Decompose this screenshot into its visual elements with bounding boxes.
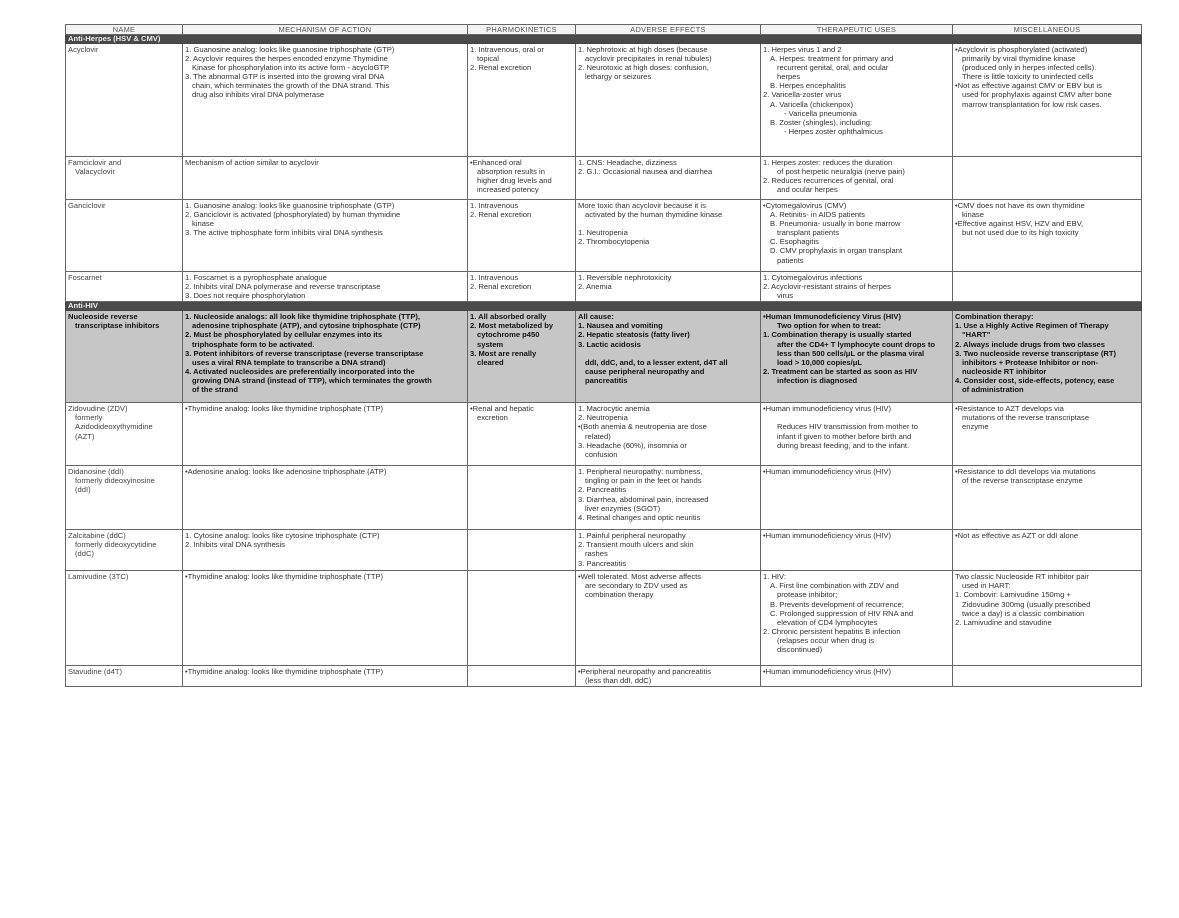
cell-text-line: •Human Immunodeficiency Virus (HIV) xyxy=(763,312,901,322)
table-row xyxy=(66,666,1142,687)
table-row xyxy=(66,44,1142,157)
cell-text-line: •Enhanced oral xyxy=(470,158,522,167)
cell-text-line: (relapses occur when drug is xyxy=(777,635,875,645)
adverse-effects-cell xyxy=(576,666,761,687)
cell-text-line: 2. Always include drugs from two classes xyxy=(955,339,1105,349)
cell-text-line: related) xyxy=(585,431,611,441)
drug-name-cell xyxy=(66,530,183,571)
cell-text-line: uses a viral RNA template to transcribe a DNA strand) xyxy=(192,357,386,367)
cell-text-line: •(Both anemia & neutropenia are dose xyxy=(578,422,707,432)
cell-text-line: •Effective against HSV, HZV and EBV, xyxy=(955,219,1084,229)
cell-text-line: 2. Chronic persistent hepatitis B infection xyxy=(763,626,901,636)
pharmacokinetics-cell xyxy=(468,530,576,571)
mechanism-cell xyxy=(183,466,468,530)
table-row xyxy=(66,200,1142,272)
cell-text-line: formerly xyxy=(75,413,103,423)
cell-text-line: virus xyxy=(777,291,794,301)
cell-text-line: •Thymidine analog: looks like thymidine triphosphate (TTP) xyxy=(185,667,384,677)
table-row xyxy=(66,571,1142,666)
cell-text-line: drug also inhibits viral DNA polymerase xyxy=(192,90,325,100)
pharmacokinetics-cell xyxy=(468,157,576,200)
cell-text-line: 3. Does not require phosphorylation xyxy=(185,291,306,301)
mechanism-cell xyxy=(183,403,468,466)
adverse-effects-cell xyxy=(576,403,761,466)
cell-text-line: chain, which terminates the growth of the DNA strand. This xyxy=(192,81,390,91)
therapeutic-uses-cell xyxy=(761,272,953,302)
cell-text-line: but not used due to its high toxicity xyxy=(962,228,1079,238)
cell-text-line: Stavudine (d4T) xyxy=(68,667,123,677)
cell-text-line: formerly dideoxycytidine xyxy=(75,540,157,550)
cell-text-line: 1. CNS: Headache, dizziness xyxy=(578,158,677,167)
cell-text-line: cleared xyxy=(477,357,504,367)
cell-text-line: 1. Neutropenia xyxy=(578,228,628,238)
cell-text-line: 2. Must be phosphorylated by cellular enzymes into its xyxy=(185,330,383,340)
miscellaneous-cell xyxy=(953,200,1142,272)
cell-text-line: All cause: xyxy=(578,312,614,322)
mechanism-cell xyxy=(183,200,468,272)
miscellaneous-cell xyxy=(953,157,1142,200)
cell-text-line: 2. Hepatic steatosis (fatty liver) xyxy=(578,330,690,340)
pharmacokinetics-cell xyxy=(468,200,576,272)
therapeutic-uses-cell xyxy=(761,571,953,666)
header-name: NAME xyxy=(66,25,183,35)
cell-text-line: absorption results in xyxy=(477,167,545,177)
drug-name-cell xyxy=(66,44,183,157)
cell-text-line: 1. Use a Highly Active Regimen of Therapy xyxy=(955,321,1109,331)
section-header-row xyxy=(66,302,1142,311)
mechanism-cell xyxy=(183,157,468,200)
cell-text-line: A. First line combination with ZDV and xyxy=(770,581,899,591)
cell-text-line: 2. Treatment can be started as soon as HIV xyxy=(763,366,918,376)
therapeutic-uses-cell xyxy=(761,666,953,687)
cell-text-line: 2. Neurotoxic at high doses: confusion, xyxy=(578,63,709,73)
cell-text-line: adenosine triphosphate (ATP), and cytosine triphosphate (CTP) xyxy=(192,321,421,331)
cell-text-line: 2. Renal excretion xyxy=(470,282,532,292)
header-pharmacokinetics: PHARMOKINETICS xyxy=(468,25,576,35)
table-row xyxy=(66,403,1142,466)
cell-text-line: mutations of the reverse transcriptase xyxy=(962,413,1090,423)
miscellaneous-cell xyxy=(953,571,1142,666)
cell-text-line: Combination therapy: xyxy=(955,312,1034,322)
cell-text-line: Kinase for phosphorylation into its active form - acycloGTP xyxy=(192,63,390,73)
cell-text-line: Zidovudine 300mg (usually prescribed xyxy=(962,599,1091,609)
table-row xyxy=(66,157,1142,200)
cell-text-line: •Renal and hepatic xyxy=(470,404,534,414)
cell-text-line: •Peripheral neuropathy and pancreatitis xyxy=(578,667,712,677)
drug-name-cell xyxy=(66,403,183,466)
cell-text-line: 2. Renal excretion xyxy=(470,63,532,73)
cell-text-line: B. Herpes encephalitis xyxy=(770,81,846,91)
cell-text-line xyxy=(763,413,950,422)
cell-text-line: B. Zoster (shingles), including: xyxy=(770,117,873,127)
cell-text-line: 3. Two nucleoside reverse transcriptase (RT) xyxy=(955,348,1117,358)
adverse-effects-cell xyxy=(576,571,761,666)
cell-text-line: 1. Nucleoside analogs: all look like thymidine triphosphate (TTP), xyxy=(185,312,421,322)
cell-text-line: liver enzymes (SGOT) xyxy=(585,503,661,513)
therapeutic-uses-cell xyxy=(761,311,953,403)
cell-text-line: •Human immunodeficiency virus (HIV) xyxy=(763,467,891,477)
header-row xyxy=(66,25,1142,35)
cell-text-line: •Well tolerated. Most adverse affects xyxy=(578,572,702,582)
cell-text-line: lethargy or seizures xyxy=(585,72,652,82)
therapeutic-uses-cell xyxy=(761,466,953,530)
pharmacokinetics-cell xyxy=(468,311,576,403)
header-therapeutic-uses: THERAPEUTIC USES xyxy=(761,25,953,35)
cell-text-line: B. Pneumonia- usually in bone marrow xyxy=(770,219,901,229)
cell-text-line: (AZT) xyxy=(75,431,95,441)
cell-text-line: •Acyclovir is phosphorylated (activated) xyxy=(955,45,1088,54)
cell-text-line: •Human immunodeficiency virus (HIV) xyxy=(763,531,891,541)
cell-text-line: tingling or pain in the feet or hands xyxy=(585,476,702,486)
cell-text-line: 1. Nephrotoxic at high doses (because xyxy=(578,45,708,54)
cell-text-line: •Adenosine analog: looks like adenosine triphosphate (ATP) xyxy=(185,467,387,477)
adverse-effects-cell xyxy=(576,272,761,302)
miscellaneous-cell xyxy=(953,272,1142,302)
drug-name-cell xyxy=(66,272,183,302)
cell-text-line: •Human immunodeficiency virus (HIV) xyxy=(763,667,891,677)
cell-text-line: •Resistance to AZT develops via xyxy=(955,404,1064,414)
cell-text-line: rashes xyxy=(585,549,608,559)
cell-text-line: triphosphate form to be activated. xyxy=(192,339,315,349)
adverse-effects-cell xyxy=(576,466,761,530)
drug-name-cell xyxy=(66,571,183,666)
cell-text-line: 1. Nausea and vomiting xyxy=(578,321,663,331)
cell-text-line: Reduces HIV transmission from mother to xyxy=(777,422,918,432)
cell-text-line: herpes xyxy=(777,72,801,82)
cell-text-line: 2. Inhibits viral DNA synthesis xyxy=(185,540,286,550)
cell-text-line: cause peripheral neuropathy and xyxy=(585,366,705,376)
cell-text-line: 2. Ganciclovir is activated (phosphorylated) by human thymidine xyxy=(185,210,401,220)
miscellaneous-cell xyxy=(953,311,1142,403)
cell-text-line: formerly dideoxyinosine xyxy=(75,476,155,486)
cell-text-line: 4. Consider cost, side-effects, potency, ease xyxy=(955,375,1115,385)
cell-text-line: •Not as effective against CMV or EBV but is xyxy=(955,81,1102,91)
cell-text-line: 3. Headache (60%), insomnia or xyxy=(578,440,687,450)
cell-text-line: "HART" xyxy=(962,330,991,340)
cell-text-line: Two option for when to treat: xyxy=(777,321,882,331)
cell-text-line: 1. Reversible nephrotoxicity xyxy=(578,273,672,282)
cell-text-line: (ddI) xyxy=(75,485,91,495)
cell-text-line: 1. Painful peripheral neuropathy xyxy=(578,531,686,541)
cell-text-line: confusion xyxy=(585,449,618,459)
cell-text-line: 2. Most metabolized by xyxy=(470,321,554,331)
cell-text-line: elevation of CD4 lymphocytes xyxy=(777,617,878,627)
cell-text-line: •CMV does not have its own thymidine xyxy=(955,201,1085,210)
cell-text-line: 1. Combination therapy is usually started xyxy=(763,330,912,340)
mechanism-cell xyxy=(183,311,468,403)
cell-text-line: B. Prevents development of recurrence; xyxy=(770,599,904,609)
therapeutic-uses-cell xyxy=(761,530,953,571)
cell-text-line: nucleoside RT inhibitor xyxy=(962,366,1047,376)
header-mechanism: MECHANISM OF ACTION xyxy=(183,25,468,35)
cell-text-line: 1. HIV: xyxy=(763,572,786,582)
cell-text-line: during breast feeding, and to the infant. xyxy=(777,440,910,450)
cell-text-line: 3. The active triphosphate form inhibits viral DNA synthesis xyxy=(185,228,383,238)
cell-text-line: Zidovudine (ZDV) xyxy=(68,404,128,414)
cell-text-line: 1. Peripheral neuropathy: numbness, xyxy=(578,467,703,477)
cell-text-line: 1. Herpes virus 1 and 2 xyxy=(763,45,842,54)
adverse-effects-cell xyxy=(576,530,761,571)
cell-text-line: 3. Pancreatitis xyxy=(578,558,627,568)
pharmacokinetics-cell xyxy=(468,403,576,466)
adverse-effects-cell xyxy=(576,311,761,403)
cell-text-line: used for prophylaxis against CMV after bone xyxy=(962,90,1112,100)
cell-text-line: 2. Acyclovir requires the herpes encoded enzyme Thymidine xyxy=(185,54,388,64)
miscellaneous-cell xyxy=(953,666,1142,687)
cell-text-line: 1. Intravenous, oral or xyxy=(470,45,544,54)
cell-text-line: of the reverse transcriptase enzyme xyxy=(962,476,1083,486)
cell-text-line: 2. Inhibits viral DNA polymerase and reverse transcriptase xyxy=(185,282,381,292)
mechanism-cell xyxy=(183,44,468,157)
cell-text-line: (produced only in herpes infected cells). xyxy=(962,63,1097,73)
cell-text-line: Foscarnet xyxy=(68,273,102,282)
drug-reference-sheet xyxy=(65,24,1141,687)
cell-text-line: A. Varicella (chickenpox) xyxy=(770,99,854,109)
cell-text-line: 1. Guanosine analog: looks like guanosine triphosphate (GTP) xyxy=(185,45,395,54)
cell-text-line: Zalcitabine (ddC) xyxy=(68,531,126,541)
cell-text-line: patients xyxy=(777,255,804,265)
cell-text-line: More toxic than acyclovir because it is xyxy=(578,201,706,210)
cell-text-line: •Thymidine analog: looks like thymidine triphosphate (TTP) xyxy=(185,572,384,582)
cell-text-line: 2. G.I.: Occasional nausea and diarrhea xyxy=(578,167,713,177)
table-row xyxy=(66,530,1142,571)
cell-text-line: discontinued) xyxy=(777,645,823,655)
cell-text-line: 4. Activated nucleosides are preferentially incorporated into the xyxy=(185,366,415,376)
table-body xyxy=(66,35,1142,687)
cell-text-line: primarily by viral thymidine kinase xyxy=(962,54,1076,64)
cell-text-line: marrow transplantation for low risk cases. xyxy=(962,99,1102,109)
cell-text-line: topical xyxy=(477,54,499,64)
cell-text-line: 2. Neutropenia xyxy=(578,413,628,423)
cell-text-line: 1. Macrocytic anemia xyxy=(578,404,650,414)
cell-text-line: Acyclovir xyxy=(68,45,99,54)
pharmacokinetics-cell xyxy=(468,272,576,302)
pharmacokinetics-cell xyxy=(468,571,576,666)
cell-text-line: Two classic Nucleoside RT inhibitor pair xyxy=(955,572,1089,582)
therapeutic-uses-cell xyxy=(761,403,953,466)
cell-text-line: 1. All absorbed orally xyxy=(470,312,547,322)
cell-text-line: 1. Combovir: Lamivudine 150mg + xyxy=(955,590,1071,600)
cell-text-line: less than 500 cells/μL or the plasma viral xyxy=(777,348,925,358)
pharmacokinetics-cell xyxy=(468,44,576,157)
cell-text-line xyxy=(578,219,758,228)
mechanism-cell xyxy=(183,666,468,687)
cell-text-line: 1. Herpes zoster: reduces the duration xyxy=(763,158,893,167)
cell-text-line: 2. Thrombocytopenia xyxy=(578,237,650,247)
cell-text-line: after the CD4+ T lymphocyte count drops to xyxy=(777,339,936,349)
cell-text-line: 4. Retinal changes and optic neuritis xyxy=(578,512,701,522)
cell-text-line: Valacyclovir xyxy=(75,167,115,177)
adverse-effects-cell xyxy=(576,157,761,200)
miscellaneous-cell xyxy=(953,403,1142,466)
cell-text-line: - Varicella pneumonia xyxy=(784,108,857,118)
adverse-effects-cell xyxy=(576,44,761,157)
cell-text-line: Didanosine (ddI) xyxy=(68,467,124,477)
table-row xyxy=(66,272,1142,302)
drug-name-cell xyxy=(66,157,183,200)
cell-text-line: excretion xyxy=(477,413,508,423)
cell-text-line: pancreatitis xyxy=(585,375,628,385)
cell-text-line: activated by the human thymidine kinase xyxy=(585,210,723,220)
cell-text-line: Azidodideoxythymidine xyxy=(75,422,153,432)
cell-text-line: (less than ddI, ddC) xyxy=(585,676,652,686)
antiviral-drug-table xyxy=(65,24,1142,687)
cell-text-line: A. Herpes: treatment for primary and xyxy=(770,54,894,64)
cell-text-line: inhibitors + Protease Inhibitor or non- xyxy=(962,357,1099,367)
therapeutic-uses-cell xyxy=(761,200,953,272)
table-row xyxy=(66,466,1142,530)
cell-text-line: 2. Transient mouth ulcers and skin xyxy=(578,540,694,550)
cell-text-line: 2. Pancreatitis xyxy=(578,485,627,495)
cell-text-line: of the strand xyxy=(192,385,238,395)
cell-text-line: C. Esophagitis xyxy=(770,237,819,247)
cell-text-line: 3. Potent inhibitors of reverse transcriptase (reverse transcriptase xyxy=(185,348,424,358)
drug-name-cell xyxy=(66,466,183,530)
cell-text-line: 2. Acyclovir-resistant strains of herpes xyxy=(763,282,891,292)
drug-name-cell xyxy=(66,311,183,403)
cell-text-line: 1. Cytomegalovirus infections xyxy=(763,273,863,282)
cell-text-line: •Human immunodeficiency virus (HIV) xyxy=(763,404,891,414)
cell-text-line: 2. Varicella-zoster virus xyxy=(763,90,842,100)
therapeutic-uses-cell xyxy=(761,44,953,157)
section-title: Anti-Herpes (HSV & CMV) xyxy=(66,35,1142,44)
pharmacokinetics-cell xyxy=(468,666,576,687)
cell-text-line: 1. Cytosine analog: looks like cytosine triphosphate (CTP) xyxy=(185,531,380,541)
table-row xyxy=(66,311,1142,403)
cell-text-line: 2. Renal excretion xyxy=(470,210,532,220)
cell-text-line: C. Prolonged suppression of HIV RNA and xyxy=(770,608,914,618)
cell-text-line: 2. Anemia xyxy=(578,282,612,292)
adverse-effects-cell xyxy=(576,200,761,272)
cell-text-line: A. Retinitis- in AIDS patients xyxy=(770,210,865,220)
cell-text-line: Lamivudine (3TC) xyxy=(68,572,129,582)
cell-text-line: protease inhibitor; xyxy=(777,590,838,600)
cell-text-line: Famciclovir and xyxy=(68,158,122,167)
cell-text-line: acyclovir precipitates in renal tubules) xyxy=(585,54,712,64)
cell-text-line: 1. Intravenous xyxy=(470,273,519,282)
cell-text-line: (ddC) xyxy=(75,549,94,559)
cell-text-line: of post herpetic neuralgia (nerve pain) xyxy=(777,167,905,177)
section-title: Anti-HIV xyxy=(66,302,1142,311)
cell-text-line: kinase xyxy=(192,219,214,229)
header-adverse-effects: ADVERSE EFFECTS xyxy=(576,25,761,35)
cell-text-line: Nucleoside reverse xyxy=(68,312,138,322)
cell-text-line: Mechanism of action similar to acyclovir xyxy=(185,158,319,167)
cell-text-line: kinase xyxy=(962,210,984,220)
miscellaneous-cell xyxy=(953,530,1142,571)
cell-text-line: growing DNA strand (instead of TTP), which terminates the growth xyxy=(192,375,432,385)
cell-text-line: Ganciclovir xyxy=(68,201,106,210)
therapeutic-uses-cell xyxy=(761,157,953,200)
miscellaneous-cell xyxy=(953,466,1142,530)
cell-text-line: 1. Foscarnet is a pyrophosphate analogue xyxy=(185,273,327,282)
cell-text-line: •Not as effective as AZT or ddI alone xyxy=(955,531,1079,541)
cell-text-line: 3. The abnormal GTP is inserted into the growing viral DNA xyxy=(185,72,385,82)
cell-text-line: increased potency xyxy=(477,185,539,195)
cell-text-line: 1. Intravenous xyxy=(470,201,519,210)
cell-text-line: D. CMV prophylaxis in organ transplant xyxy=(770,246,903,256)
cell-text-line: of administration xyxy=(962,385,1024,395)
cell-text-line: twice a day) is a classic combination xyxy=(962,608,1085,618)
drug-name-cell xyxy=(66,200,183,272)
cell-text-line: infection is diagnosed xyxy=(777,375,858,385)
cell-text-line: 2. Reduces recurrences of genital, oral xyxy=(763,176,894,186)
cell-text-line: •Resistance to ddI develops via mutations xyxy=(955,467,1096,477)
cell-text-line: are secondary to ZDV used as xyxy=(585,581,688,591)
cell-text-line: cytochrome p450 xyxy=(477,330,540,340)
cell-text-line: 3. Most are renally xyxy=(470,348,537,358)
cell-text-line: •Cytomegalovirus (CMV) xyxy=(763,201,847,210)
cell-text-line: 3. Diarrhea, abdominal pain, increased xyxy=(578,494,709,504)
cell-text-line: recurrent genital, oral, and ocular xyxy=(777,63,889,73)
cell-text-line: system xyxy=(477,339,504,349)
cell-text-line: load > 10,000 copies/μL xyxy=(777,357,863,367)
mechanism-cell xyxy=(183,272,468,302)
cell-text-line: transplant patients xyxy=(777,228,840,238)
cell-text-line: There is little toxicity to uninfected cells xyxy=(962,72,1094,82)
drug-name-cell xyxy=(66,666,183,687)
cell-text-line: enzyme xyxy=(962,422,989,432)
pharmacokinetics-cell xyxy=(468,466,576,530)
cell-text-line: combination therapy xyxy=(585,590,654,600)
cell-text-line: transcriptase inhibitors xyxy=(75,321,160,331)
cell-text-line: •Thymidine analog: looks like thymidine triphosphate (TTP) xyxy=(185,404,384,414)
cell-text-line: and ocular herpes xyxy=(777,185,838,195)
mechanism-cell xyxy=(183,571,468,666)
cell-text-line: 1. Guanosine analog: looks like guanosine triphosphate (GTP) xyxy=(185,201,395,210)
mechanism-cell xyxy=(183,530,468,571)
cell-text-line xyxy=(578,349,758,358)
cell-text-line: higher drug levels and xyxy=(477,176,552,186)
cell-text-line: 3. Lactic acidosis xyxy=(578,339,641,349)
cell-text-line: infant if given to mother before birth and xyxy=(777,431,912,441)
cell-text-line: 2. Lamivudine and stavudine xyxy=(955,617,1052,627)
section-header-row xyxy=(66,35,1142,44)
cell-text-line: ddI, ddC, and, to a lesser extent, d4T all xyxy=(585,357,728,367)
miscellaneous-cell xyxy=(953,44,1142,157)
cell-text-line: used in HART: xyxy=(962,581,1011,591)
cell-text-line: - Herpes zoster ophthalmicus xyxy=(784,126,883,136)
header-miscellaneous: MISCELLANEOUS xyxy=(953,25,1142,35)
